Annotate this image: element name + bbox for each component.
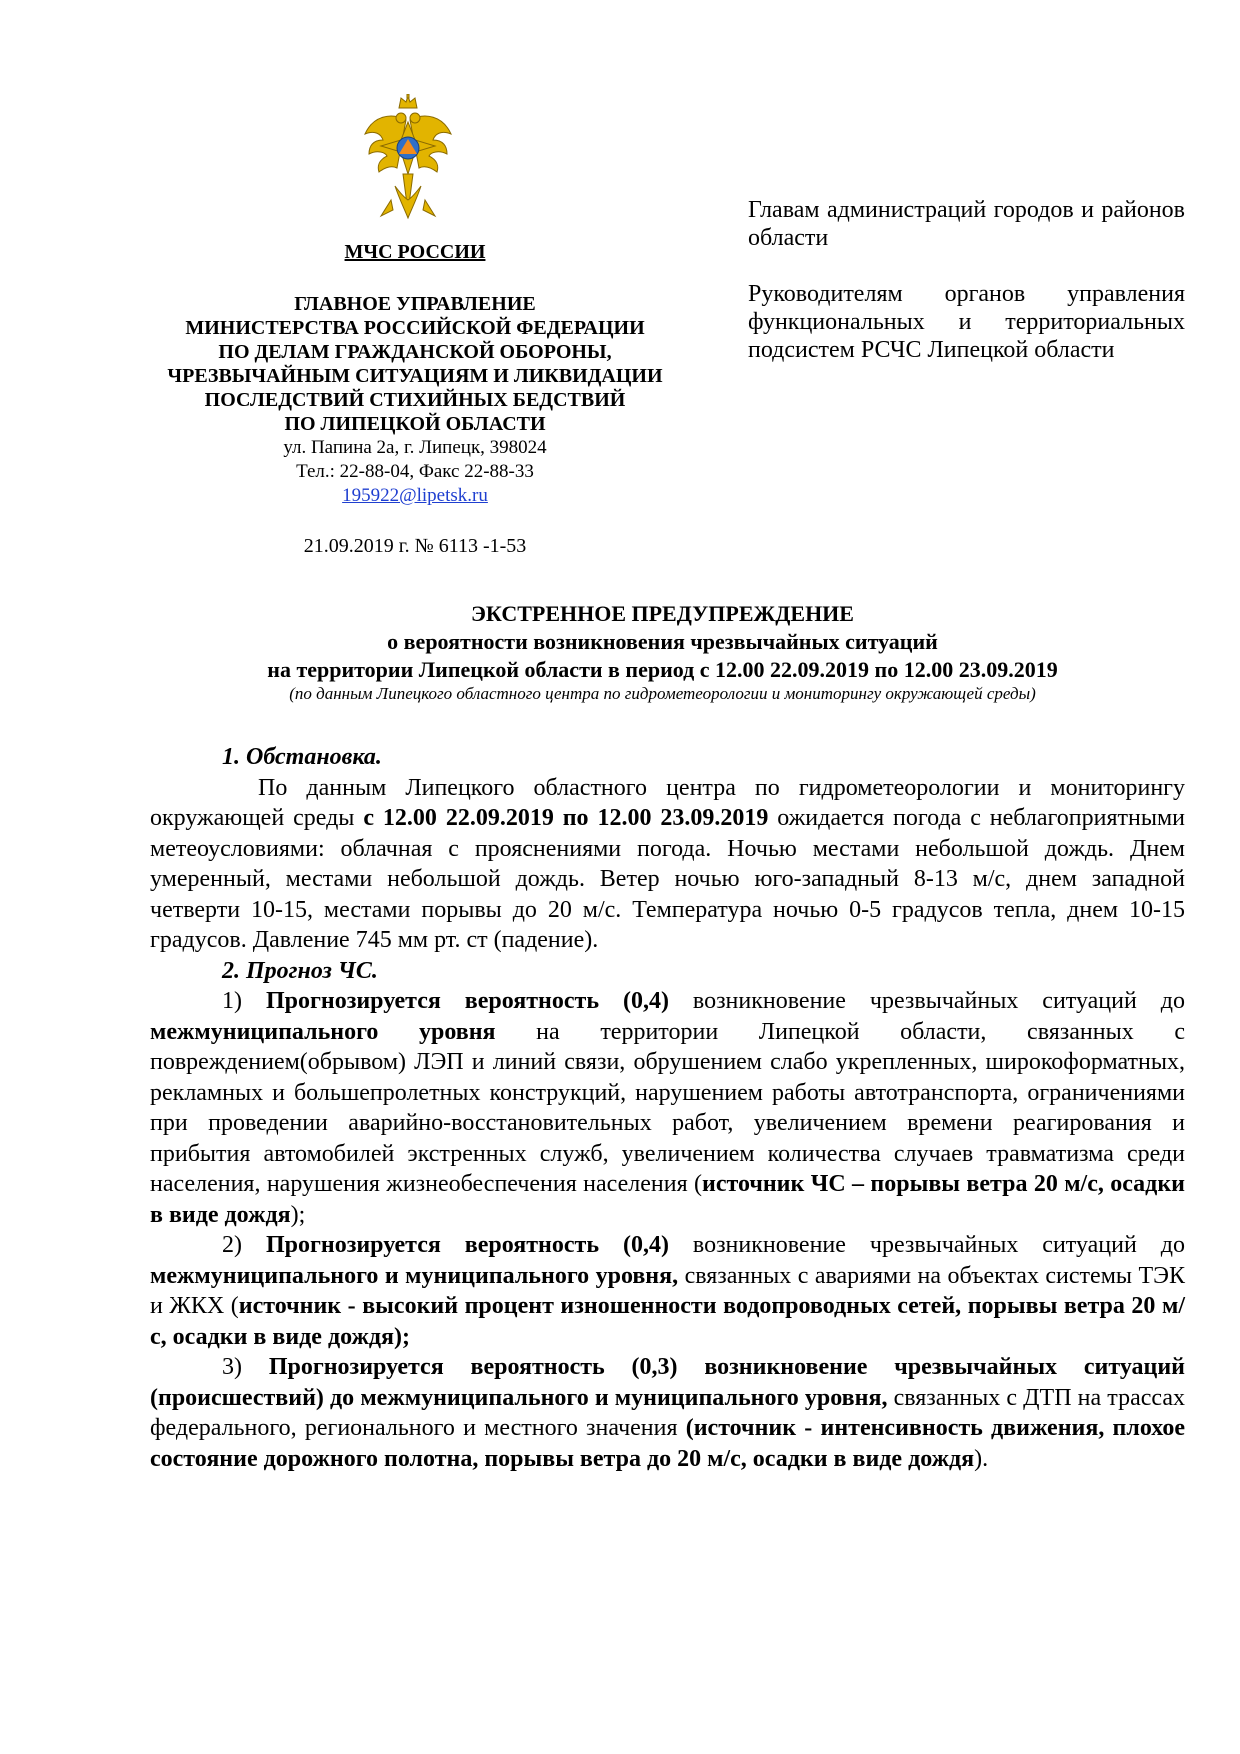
registration-number: 21.09.2019 г. № 6113 -1-53 xyxy=(303,535,527,557)
ministry-name: МЧС РОССИИ xyxy=(344,241,486,263)
title-main: ЭКСТРЕННОЕ ПРЕДУПРЕЖДЕНИЕ xyxy=(471,601,854,626)
department-line: ПОСЛЕДСТВИЙ СТИХИЙНЫХ БЕДСТВИЙ xyxy=(204,389,626,411)
document-title xyxy=(140,600,1185,704)
addressee-heads: Главам администраций городов и районов области xyxy=(748,197,1185,251)
department-line: ПО ДЕЛАМ ГРАЖДАНСКОЙ ОБОРОНЫ, xyxy=(218,341,612,363)
sender-block xyxy=(150,240,680,558)
section-heading: 1. Обстановка. xyxy=(222,744,382,770)
addressee-block xyxy=(748,196,1185,364)
title-line-3: на территории Липецкой области в период с 12.00 22.09.2019 по 12.00 23.09.2019 xyxy=(267,657,1058,682)
forecast-item-2: 2) Прогнозируется вероятность (0,4) возникновение чрезвычайных ситуаций до межмуниципального и муниципального уровня, связанных с авариями на объектах системы ТЭК и ЖКХ (источник - высокий процент изношенности водопроводных сетей, порывы ветра 20 м/с, осадки в виде дождя); xyxy=(150,1232,1185,1350)
forecast-item-3: 3) Прогнозируется вероятность (0,3) возникновение чрезвычайных ситуаций (происшествий) до межмуниципального и муниципального уровня, связанных с ДТП на трассах федерального, регионального и местного значения (источник - интенсивность движения, плохое состояние дорожного полотна, порывы ветра до 20 м/с, осадки в виде дождя). xyxy=(150,1354,1185,1472)
department-name xyxy=(150,292,680,436)
address: ул. Папина 2а, г. Липецк, 398024 xyxy=(283,437,547,458)
section-heading: 2. Прогноз ЧС. xyxy=(222,957,378,984)
phone-fax: Тел.: 22-88-04, Факс 22-88-33 xyxy=(296,461,534,482)
title-line-2: о вероятности возникновения чрезвычайных ситуаций xyxy=(387,629,938,654)
department-line: МИНИСТЕРСТВА РОССИЙСКОЙ ФЕДЕРАЦИИ xyxy=(185,317,645,339)
forecast-item-1: 1) Прогнозируется вероятность (0,4) возникновение чрезвычайных ситуаций до межмуниципального уровня на территории Липецкой области, связанных с повреждением(обрывом) ЛЭП и линий связи, обрушением слабо укрепленных, широкоформатных, рекламных и большепролетных конструкций, нарушением работы автотранспорта, ограничениями при проведении аварийно-восстановительных работ, увеличением времени реагирования и прибытия автомобилей экстренных служб, увеличением количества случаев травматизма среди населения, нарушения жизнеобеспечения населения (источник ЧС – порывы ветра 20 м/с, осадки в виде дождя); xyxy=(150,988,1185,1228)
mchs-emblem-icon xyxy=(363,94,453,234)
department-line: ПО ЛИПЕЦКОЙ ОБЛАСТИ xyxy=(284,413,546,435)
document-body xyxy=(150,742,1185,1474)
department-line: ЧРЕЗВЫЧАЙНЫМ СИТУАЦИЯМ И ЛИКВИДАЦИИ xyxy=(167,365,663,387)
department-line: ГЛАВНОЕ УПРАВЛЕНИЕ xyxy=(294,293,536,315)
paragraph-situation: По данным Липецкого областного центра по гидрометеорологии и мониторингу окружающей среды с 12.00 22.09.2019 по 12.00 23.09.2019 ожидается погода с неблагоприятными метеоусловиями: облачная с прояснениями погода. Ночью местами небольшой дождь. Днем умеренный, местами небольшой дождь. Ветер ночью юго-западный 8-13 м/с, днем западной четверти 10-15, местами порывы до 20 м/с. Температура ночью 0-5 градусов тепла, днем 10-15 градусов. Давление 745 мм рт. ст (падение). xyxy=(150,774,1185,953)
email-link[interactable]: 195922@lipetsk.ru xyxy=(342,485,488,506)
addressee-managers: Руководителям органов управления функциональных и территориальных подсистем РСЧС Липецкой области xyxy=(748,281,1185,363)
title-source-note: (по данным Липецкого областного центра по гидрометеорологии и мониторингу окружающей среды) xyxy=(289,684,1036,703)
